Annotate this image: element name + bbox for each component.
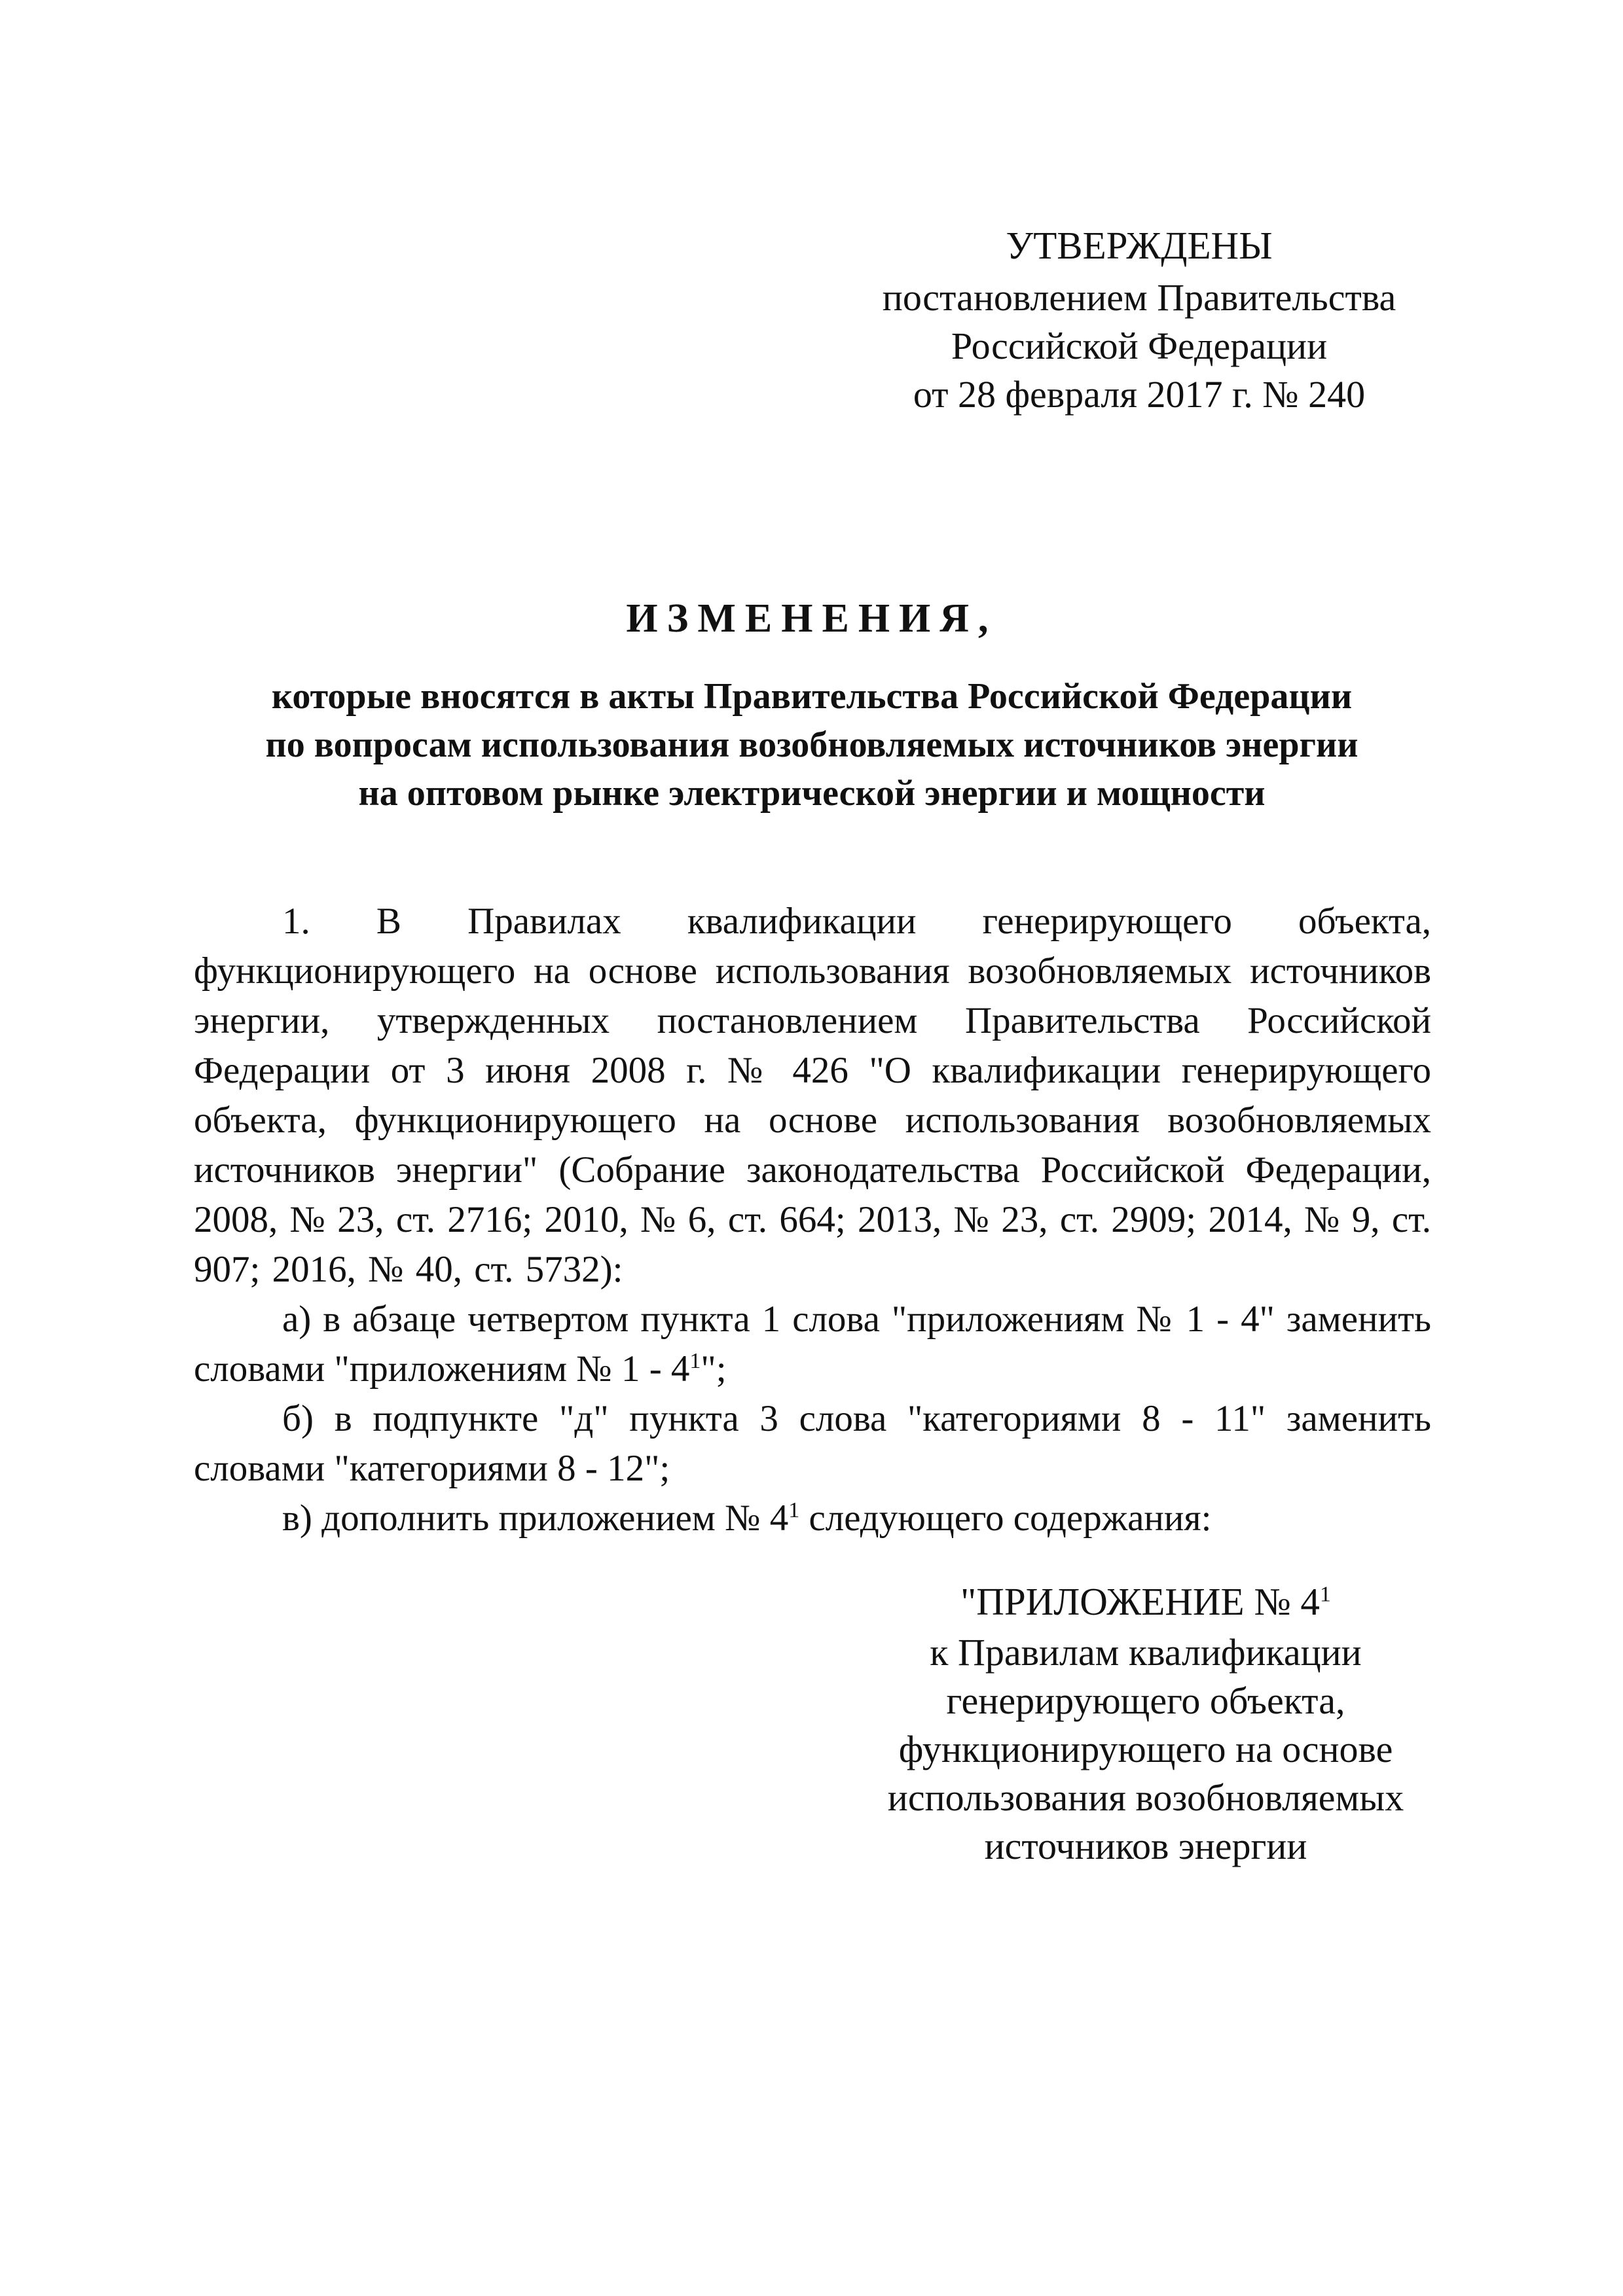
item-c-superscript: 1 — [788, 1498, 800, 1522]
approval-line-1: постановлением Правительства — [882, 276, 1396, 319]
appendix-title-superscript: 1 — [1319, 1582, 1331, 1607]
item-a-superscript: 1 — [689, 1349, 701, 1373]
appendix-line-2: генерирующего объекта, — [946, 1679, 1345, 1722]
appendix-line-1: к Правилам квалификации — [930, 1631, 1362, 1674]
title-block — [196, 592, 1427, 817]
appendix-title — [851, 1577, 1440, 1626]
item-a-end: "; — [701, 1348, 727, 1390]
document-title: ИЗМЕНЕНИЯ, — [626, 596, 998, 641]
appendix-header — [851, 1577, 1440, 1871]
item-c-end: следующего содержания: — [799, 1498, 1212, 1539]
approval-line-3: от 28 февраля 2017 г. № 240 — [913, 373, 1366, 416]
item-a-text: а) в абзаце четвертом пункта 1 слова "приложениям № 1 - 4" заменить словами "приложениям № 1 - 4 — [194, 1299, 1431, 1390]
appendix-line-5: источников энергии — [984, 1825, 1307, 1867]
document-subtitle-line-3: на оптовом рынке электрической энергии и мощности — [358, 773, 1266, 814]
approval-line-2: Российской Федерации — [951, 325, 1328, 367]
item-c-text: в) дополнить приложением № 4 — [282, 1498, 789, 1539]
paragraph-1: 1. В Правилах квалификации генерирующего объекта, функционирующего на основе использования возобновляемых источников энергии, утвержденных постановлением Правительства Российской Федерации от 3 июня 2008 г. № 426 "О квалификации генерирующего объекта, функционирующего на основе использования возобновляемых источников энергии" (Собрание законодательства Российской Федерации, 2008, № 23, ст. 2716; 2010, № 6, ст. 664; 2013, № 23, ст. 2909; 2014, № 9, ст. 907; 2016, № 40, ст. 5732): — [194, 901, 1431, 1290]
appendix-line-3: функционирующего на основе — [898, 1728, 1393, 1770]
appendix-title-text: "ПРИЛОЖЕНИЕ № 4 — [960, 1580, 1320, 1623]
item-a — [194, 1295, 1431, 1394]
approval-heading: УТВЕРЖДЕНЫ — [1006, 224, 1273, 267]
document-body — [194, 897, 1431, 1543]
document-subtitle-line-2: по вопросам использования возобновляемых источников энергии — [265, 725, 1359, 765]
document-subtitle-line-1: которые вносятся в акты Правительства Российской Федерации — [271, 676, 1353, 717]
item-b: б) в подпункте "д" пункта 3 слова "категориями 8 - 11" заменить словами "категориями 8 - 12"; — [194, 1398, 1431, 1489]
approval-block — [864, 221, 1414, 419]
item-c — [194, 1494, 1431, 1543]
appendix-line-4: использования возобновляемых — [887, 1776, 1404, 1819]
